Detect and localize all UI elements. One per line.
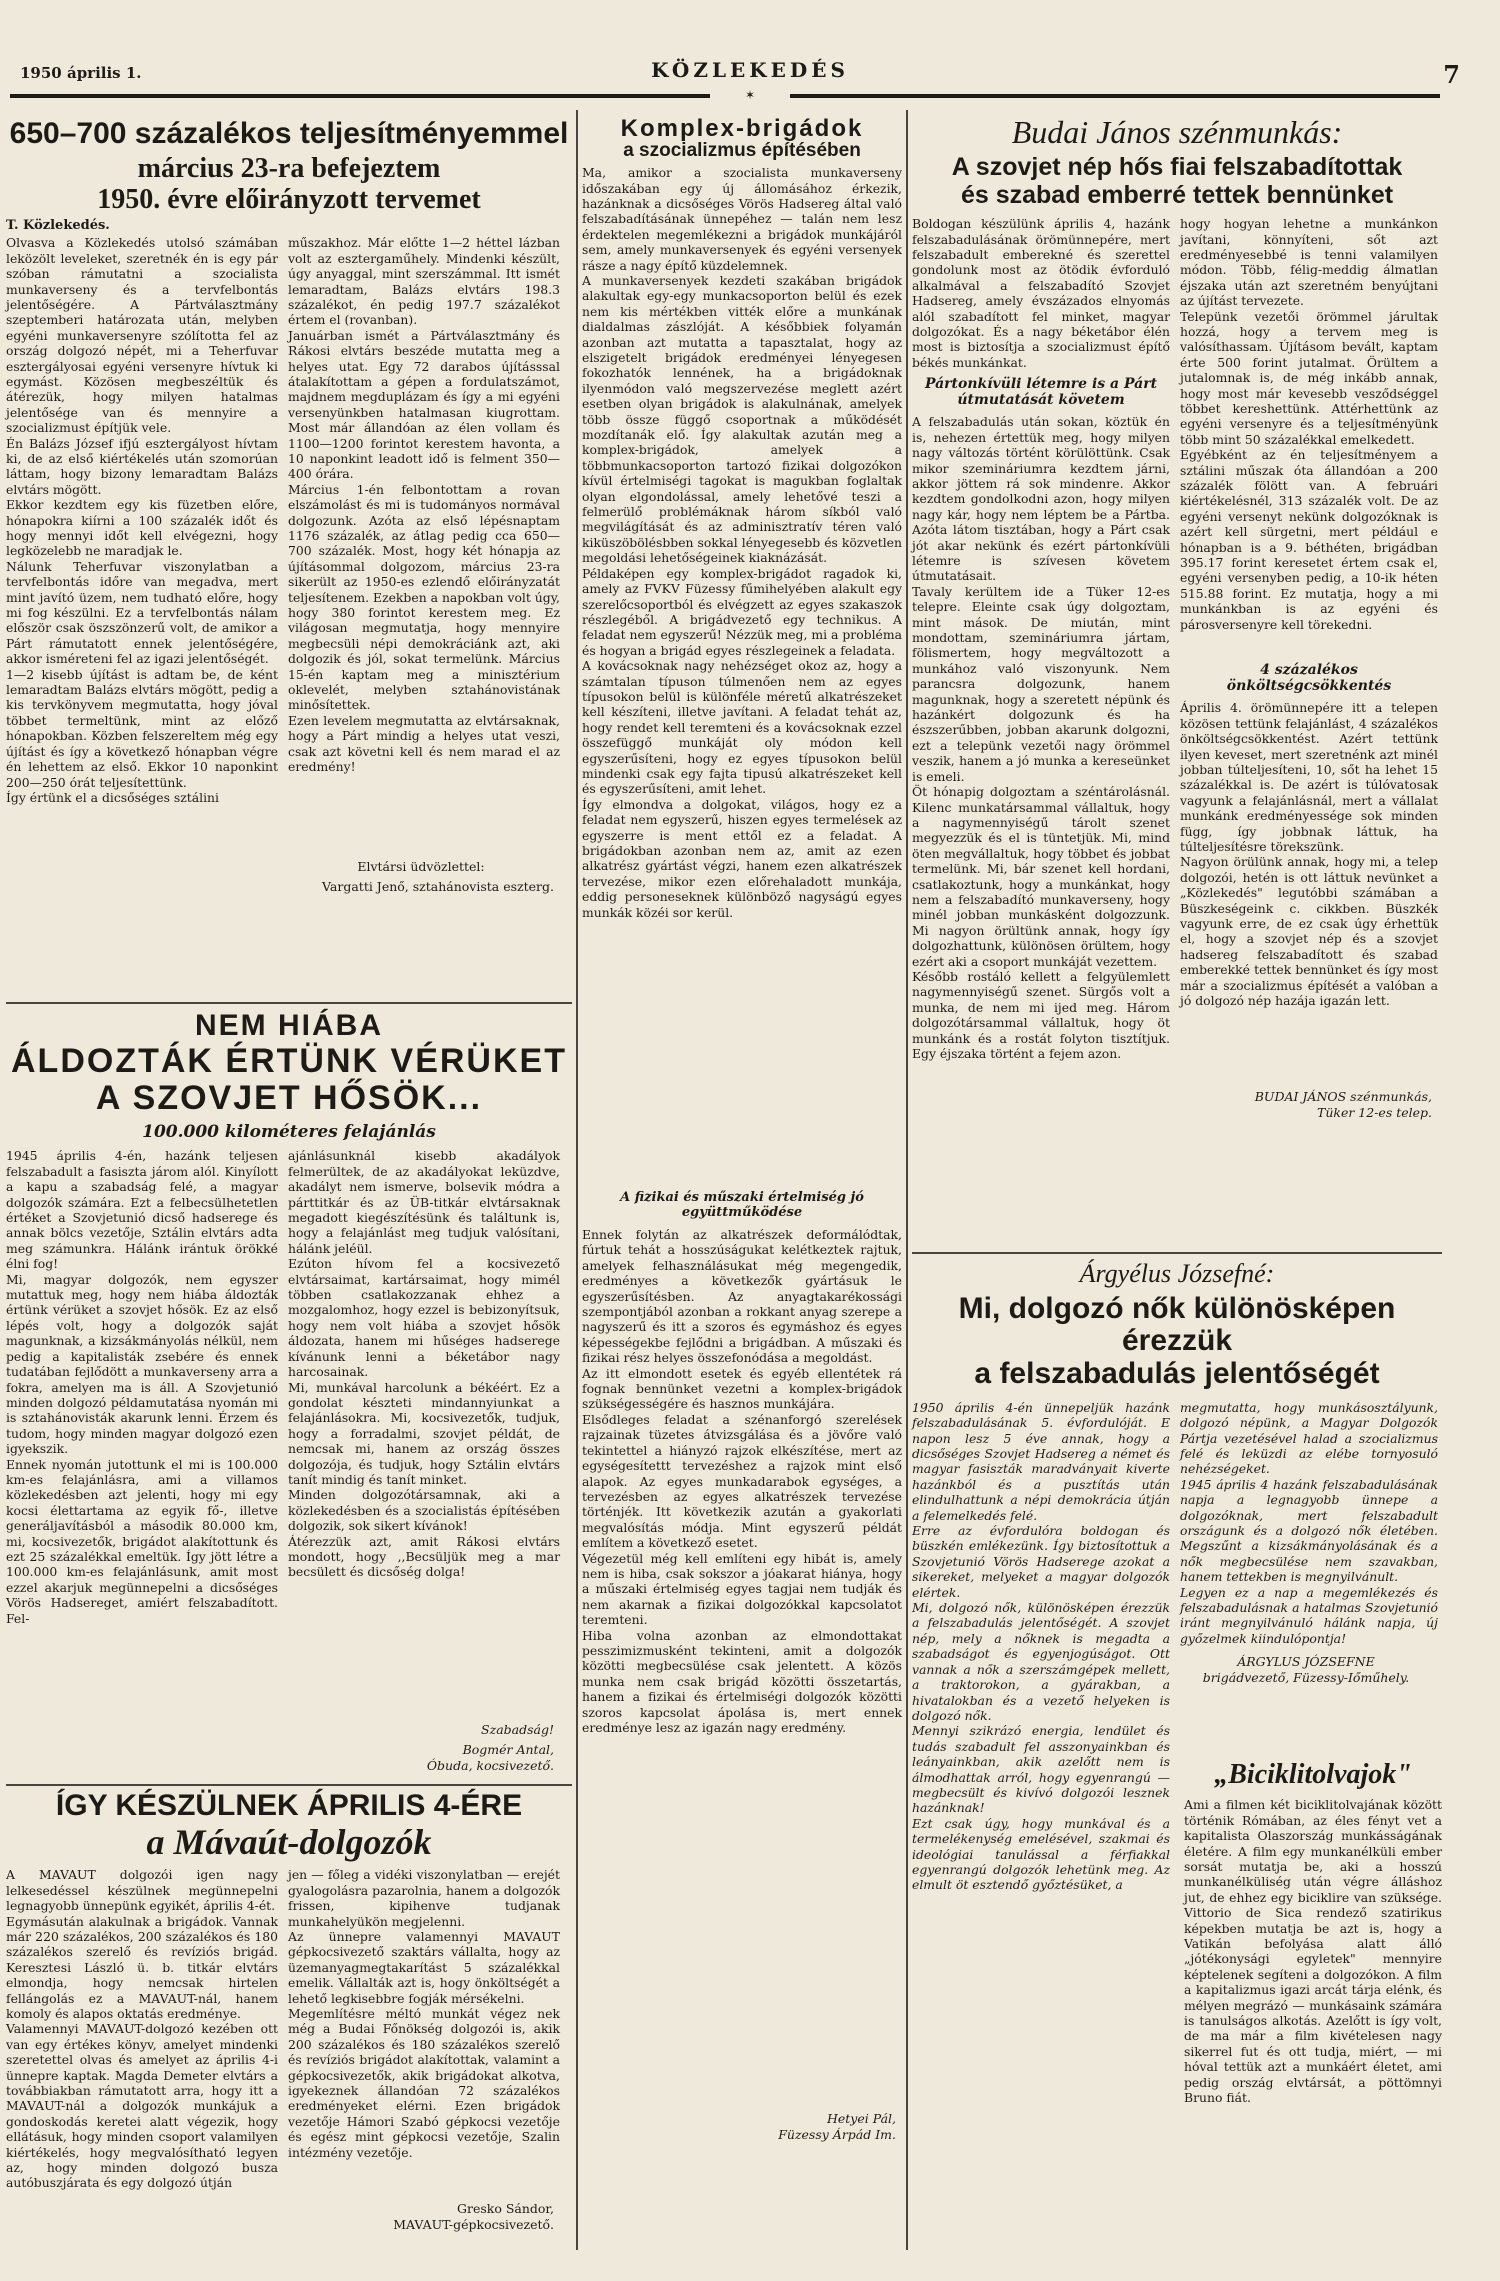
article6-kicker: Árgyélus Józsefné: bbox=[1079, 1259, 1275, 1288]
article4-signature: Hetyei Pál, Füzessy Árpád Im. bbox=[778, 2111, 896, 2142]
article5-column-1b: A felszabadulás után sokan, köztük én is, nehezen értettük meg, hogy milyen nagy változás történt körülöttünk. Csak mikor szemináriumra kezdtem járni, akkor jöttem rá sok mindenre. Akkor kezdtem gondolkodni azon, hogy milyen nagy kár, hogy nem léptem be a Pártba. Azóta látom tisztában, hogy a Párt csak jót akar nekünk és ezért pártonkívüli létemre is szívesen követem útmutatásait. Tavaly kerültem ide a Tüker 12-es telepre. Eleinte csak úgy dolgoztam, mint mások. De miután, mint mondottam, szemináriumra jártam, fölismertem, hogy megváltozott a munkához való viszonyunk. Nem parancsra dolgozunk, hanem magunknak, hogy a szeretett népünk és hazánkért dolgozunk és ha észszerűbben, jobban akarunk dolgozni, ezt a telepünk vezetői nagy örömmel veszik, hanem a jó munka a kereseünket is emeli. Öt hónapig dolgoztam a széntárolásnál. Kilenc munkatársammal vállaltuk, hogy a nagymennyiségű tárolt szenet megyezzük és el is tüntetjük. Mi, mind öten megvállaltuk, hogy többet és jobbat termelünk. Mi, bár szenet kell hordani, csatlakoztunk, hogy a munkánkat, hogy nem a felszabadító munkaverseny, hogy minél jobban munkásként dolgozzunk. Mi nagyon örültünk annak, hogy így dolgozhattunk, különösen örültem, hogy ezért aki a csoport munkáját vezettem. Később rostáló kellett a felgyülemlett nagymennyiségű szenet. Sürgős volt a munka, de nem mi ijed meg. Három dolgozótársammal vállaltuk, hogy öt munkánk és a rostát folyton tisztítjuk. Egy éjszaka történt a fejem azon. bbox=[912, 414, 1170, 1061]
article5-signature: BUDAI JÁNOS szénmunkás, Tüker 12-es telep. bbox=[1254, 1089, 1432, 1121]
article2-subtitle: 100.000 kilométeres felajánlás bbox=[142, 1121, 436, 1142]
article-complex-brigades bbox=[582, 116, 902, 2246]
article-bicycle-thieves bbox=[1184, 1759, 1446, 2246]
article5-subhead-2: 4 százalékos önköltségcsökkentés bbox=[1226, 662, 1392, 695]
article2-headline-1: NEM HIÁBA bbox=[195, 1009, 383, 1042]
article5-headline-1: A szovjet nép hős fiai felszabadítottak bbox=[951, 152, 1403, 181]
article3-headline-1: ÍGY KÉSZÜLNEK ÁPRILIS 4-ÉRE bbox=[55, 1789, 523, 1822]
article2-closing: Szabadság! bbox=[481, 1722, 554, 1738]
issue-date: 1950 április 1. bbox=[20, 64, 142, 82]
article-record-performance bbox=[6, 118, 572, 998]
article5-column-2: hogy hogyan lehetne a munkánkon javítani, könnyíteni, sőt azt eredményesebbé is tenni valamilyen módon. Több, félig-meddig álmatlan éjszaka után azt szeretném benyújtani az újítást tervezete. Telepünk vezetői örömmel járultak hozzá, hogy a tervem meg is valósíthassam. Újításom bevált, kaptam érte 500 forint jutalmat. Örültem a jutalomnak is, de még inkább annak, hogy most már kevesebb vesződséggel többet kereshettünk. Attérhettünk az egyéni versenyre és a teljesítményünk több mint 50 százalékkal emelkedett. Egyébként az én teljesítményem a sztálini műszak óta állandóan a 200 százalék fölött van. A februári kiértékelésnél, 313 százalék volt. De az egyéni versenyt nekünk dolgozóknak is azért kell sürgetni, mert például e hónapban is a 9. béthéten, brigádban 395.17 forint keresetet értem csak el, egyéni versenyben pedig, a 10-ik héten 515.88 forint. Ez mutatja, hogy a mi munkánkban is az egyéni és párosversenyre kell törekedni. bbox=[1180, 216, 1438, 632]
article7-headline: „Biciklitolvajok" bbox=[1214, 1759, 1412, 1790]
article1-greeting: Elvtársi üdvözlettel: bbox=[357, 859, 485, 875]
article5-headline-2: és szabad emberré tettek bennünket bbox=[960, 180, 1394, 209]
article-soviet-heroes bbox=[6, 1010, 572, 1780]
article2-signature: Bogmér Antal, Óbuda, kocsivezető. bbox=[426, 1742, 554, 1774]
article5-column-1: Boldogan készülünk április 4, hazánk felszabadulásának örömünnepére, mert felszabadult emberekné és szerettel gondolunk most az ötödik évforduló alkalmával a felszabadító Szovjet Hadsereg, amely évszázados elnyomás alól szabadított fel minket, magyar dolgozókat. És a nagy béketábor élén most is biztosítja a szocializmust építő békés munkánkat. bbox=[912, 216, 1174, 370]
emblem-icon: ✶ bbox=[710, 88, 790, 102]
article1-byline: T. Közlekedés. bbox=[6, 218, 110, 234]
article6-signature: ÁRGYLUS JÓZSEFNE brigádvezető, Füzessy-Iőműhely. bbox=[1202, 1653, 1410, 1685]
article2-headline-3: A SZOVJET HŐSÖK... bbox=[95, 1079, 483, 1118]
page-number: 7 bbox=[1443, 60, 1460, 89]
article2-column-2: ajánlásunknál kisebb akadályok felmerültek, de az akadályokat leküzdve, akadályt nem ismerve, bolsevik módra a párttitkár és az ÜB-titkár elvtársaknak megadott kiegészítésünk és találtunk is, hogy a felajánlást meg tudjuk valósítani, hálánk jeléül. Ezúton hívom fel a kocsivezető elvtársaimat, kartársaimat, hogy mimél többen csatlakozzanak ehhez a mozgalomhoz, hogy ezzel is bebizonyítsuk, hogy nem volt hiába a szovjet hősök áldozata, hanem mi hűséges hadserege kívánunk lenni a béketábor nagy harcosainak. Mi, munkával harcolunk a békéért. Ez a gondolat készteti mindannyiunkat a felajánlásokra. Mi, kocsivezetők, tudjuk, hogy a forradalmi, szovjet példát, de nemcsak mi, hanem az ország összes dolgozója, és tudjuk, hogy Sztálin elvtárs tanít mindig és tanít minket. Minden dolgozótársamnak, aki a közlekedésben és a szocialistás építésében dolgozik, sok sikert kívánok! Átérezzük azt, amit Rákosi elvtárs mondott, hogy ,,Becsüljük meg a mar becsülett és dicsőség dolga! bbox=[288, 1148, 560, 1580]
article5-subhead-1: Pártonkívüli létemre is a Párt útmutatását követem bbox=[924, 376, 1158, 409]
article6-headline-2: a felszabadulás jelentőségét bbox=[974, 1357, 1380, 1391]
section-rule bbox=[912, 1252, 1442, 1254]
article1-headline-2: március 23-ra befejeztem bbox=[137, 152, 441, 184]
column-divider bbox=[576, 110, 578, 2250]
masthead bbox=[0, 36, 1500, 106]
article2-column-1: 1945 április 4-én, hazánk teljesen felszabadult a fasiszta járom alól. Kinyílott a kapu a szabadság felé, a magyar dolgozók számára. Ezt a felbecsülhetetlen értéket a Szovjetunió dicső hadserege és annak bölcs vezetője, Sztálin elvtárs adta meg számunkra. Hálánk irántuk örökké élni fog! Mi, magyar dolgozók, nem egyszer mutattuk meg, hogy nem hiába áldozták értünk vérüket a szovjet hősök. Ez az első lépés volt, hogy a dolgozók saját magunknak, a kizsákmányolás nélkül, nem pedig a kapitalisták zsebére és ennek tudatában fejlődött a munkaverseny arra a fokra, amelyen ma is áll. A Szovjetunió minden dolgozó példamutatása nyomán mi is sztahánovisták akarunk lenni. Érzem és tudom, hogy minden magyar dolgozó ezen igyekszik. Ennek nyomán jutottunk el mi is 100.000 km-es felajánlásra, ami a villamos közlekedésben azt jelenti, hogy mi egy kocsi élettartama az egyik fő-, illetve generáljavításból a második 80.000 km, mi, kocsivezetők, brigádot alakítottunk és ezt 25 százalékkal emeltük. Így jött létre a 100.000 km-es felajánlásunk, amit most ezzel akarjuk megünnepelni a dicsőséges Vörös Hadsereget, amiért felszabadított. Fel- bbox=[6, 1148, 278, 1626]
article5-column-2b: Április 4. örömünnepére itt a telepen közösen tettünk felajánlást, 4 százalékos önköltségcsökkentést. Azért tettünk ilyen keveset, mert szeretnénk azt minél jobban túlteljesíteni, 10, sőt ha lehet 15 százalékkal is. De azért is túlóvatosak vagyunk a felajánlásnál, mert a vállalat munkánk eredményessége sok minden függ, így jobbnak láttuk, ha túlteljesítésre törekszünk. Nagyon örülünk annak, hogy mi, a telep dolgozói, hetén is ott láttuk nevünket a „Közlekedés" legutóbbi számában a Büszkeségeink c. cikkben. Büszkék vagyunk erre, de ez csak úgy érhettük el, hogy a szovjet nép és a szovjet hadsereg felszabadított és szabad emberekké tettek bennünket és így most már a szocializmus építését a valóban a jó dolgozó nép hazája igazán lett. bbox=[1180, 700, 1438, 1008]
article6-column-2: megmutatta, hogy munkásosztályunk, dolgozó népünk, a Magyar Dolgozók Pártja vezetésével halad a szocializmus felé és leküzdi az elébe tornyosuló nehézségeket. 1945 április 4 hazánk felszabadulásának napja a legnagyobb ünnepe a dolgozóknak, mert felszabadult országunk és a dolgozó nők életében. Megszűnt a kizsákmányolásának és a nők megbecsülése nem szavakban, hanem tettekben is megnyilvánult. Legyen ez a nap a megemlékezés és felszabadulásnak a hatalmas Szovjetunió iránt megnyilvánuló hálánk napja, új győzelmek kiindulópontja! bbox=[1180, 1399, 1438, 1646]
section-rule bbox=[6, 1002, 572, 1004]
newspaper-title: KÖZLEKEDÉS bbox=[651, 58, 849, 82]
article3-column-2: jen — főleg a vidéki viszonylatban — erejét gyalogolásra pazarolnia, hanem a dolgozók frissen, kipihenve tudjanak munkahelyükön megjelenni. Az ünnepre valamennyi MAVAUT gépkocsivezető szaktárs vállalta, hogy az üzemanyagmegtakarítást 5 százalékkal emelik. Vállalták azt is, hogy önköltségét a lehető legkisebbre fogják mérsékelni. Megemlítésre méltó munkát végez nek még a Budai Főnökség dolgozói is, akik 200 százalékos és 180 százalékos szerelő és revíziós brigádot alakítottak, valamint a gépkocsivezetők, akik brigádokat alkotva, igyekeznek állandóan 72 százalékos eredményeket elérni. Ezen brigádok vezetője Hámori Szabó gépkocsi vezetője és egész mint gépkocsi vezetője, Szalin intézmény vezetője. bbox=[288, 1867, 560, 2160]
article3-column-1: A MAVAUT dolgozói igen nagy lelkesedéssel készülnek megünnepelni legnagyobb ünnepünk egyikét, április 4-ét. Egymásután alakulnak a brigádok. Vannak már 220 százalékos, 200 százalékos és 180 százalékos szerelő és revíziós brigád. Keresztesi László ü. b. titkár elvtárs elmondja, hogy nemcsak hirtelen fellángolás ez a MAVAUT-nál, hanem komoly és alapos oktatás eredménye. Valamennyi MAVAUT-dolgozó kezében ott van egy értékes könyv, amelyet mindenki szeretettel olvas és amelyet az április 4-i ünnepre kaptak. Magda Demeter elvtárs a továbbiakban rámutatott arra, hogy itt a MAVAUT-nál a dolgozók munkájuk a gondoskodás keretei alatt végezik, hogy ellátásuk, hogy minden csoport valamilyen kiértékelés, hogy megvalósítható legyen az, hogy minden dolgozó busza autóbuszjárata és egy dolgozó útján bbox=[6, 1867, 278, 2191]
article1-headline-3: 1950. évre előirányzott tervemet bbox=[97, 183, 481, 215]
article6-headline-1: Mi, dolgozó nők különösképen érezzük bbox=[958, 1292, 1396, 1357]
article4-headline-2: a szocializmus építésében bbox=[623, 140, 861, 162]
article3-signature: Gresko Sándor, MAVAUT-gépkocsivezető. bbox=[393, 2201, 554, 2233]
section-rule bbox=[6, 1784, 572, 1786]
article1-signature: Vargatti Jenő, sztahánovista eszterg. bbox=[322, 879, 554, 895]
article1-column-2: műszakhoz. Már előtte 1—2 héttel lázban volt az esztergaműhely. Mindenki készült, úgy anyaggal, mint szerszámmal. Itt ismét lemaradtam, Balázs elvtárs 198.3 százalékot, én pedig 197.7 százalékot értem el (rovanban). Januárban ismét a Pártválasztmány és Rákosi elvtárs beszéde mutatta meg a helyes utat. Egy 72 darabos újításssal átalakítottam a gépen a fordulatszámot, majdnem megduplázam és így a mi egyéni versenyünkben hatalmasan kiugrottam. Most már állandóan az élen vollam és 1100—1200 forintot kerestem havonta, a 10 naponkint leadott idő is felment 350—400 órára. Március 1-én felbontottam a rovan elszámolást és mi is tudományos normával dolgozunk. Azóta az első lépésnaptam 1176 százalék, az átlag pedig cca 650—700 százalék. Most, hogy két hónapja az újításommal dolgozom, március 23-ra sikerült az 1950-es ezlendő előirányzatát teljesítenem. Ezekben a napokban volt úgy, hogy 380 forintot kerestem meg. Ez világosan megmutatja, hogy mennyire megbecsüli népi demokráciánk azt, aki dolgozik és jól, sokat termelünk. Március 15-én kaptam meg a minisztérium oklevelét, melyben sztahánovistának minősítettek. Ezen levelem megmutatta az elvtársaknak, hogy a Párt mindig a helyes utat veszi, csak azt követni kell és nem marad el az eredmény! bbox=[288, 235, 560, 775]
column-divider bbox=[906, 110, 908, 2250]
article6-column-1: 1950 április 4-én ünnepeljük hazánk felszabadulásának 5. évfordulóját. E napon lesz 5 éve annak, hogy a dicsőséges Szovjet Hadsereg a német és magyar fasiszták maradványait kiverte hazánkból és a pusztítás után elindulhattunk a népi demokrácia útján a felemelkedés felé. Erre az évfordulóra boldogan és büszkén emlékezünk. Így biztosítottuk a Szovjetunió Vörös Hadserege azokat a sikereket, melyeket a magyar dolgozók elértek. Mi, dolgozó nők, különösképen érezzük a felszabadulás jelentőségét. A szovjet nép, mely a nőknek is megadta a szabadságot és egyenjogúságot. Ott vannak a nők a szerszámgépek mellett, a traktorokon, a gyárakban, a hivatalokban és a vezető helyeken is dolgozó nők. Mennyi szikrázó energia, lendület és tudás szabadult fel asszonyainkban és leányainkban, akik azelőtt nem is álmodhattak arról, hogy egyenrangú — megbecsült és kivívó dolgozói lesznek hazánknak! Ezt csak úgy, hogy munkával és a termelékenység emelésével, szakmai és ideológiai tanulással a férfiakkal egyenrangú dolgozók lehetünk meg. Az elmult öt esztendő győztésüket, a bbox=[912, 1399, 1170, 1893]
article4-headline-1: Komplex-brigádok bbox=[620, 115, 864, 142]
article4-subhead: A fizikai és műszaki értelmiség jó együttműködése bbox=[620, 1190, 864, 1221]
article-mavaut-workers bbox=[6, 1790, 572, 2250]
article3-headline-2: a Mávaút-dolgozók bbox=[146, 1821, 432, 1862]
article4-body-1: Ma, amikor a szocialista munkaverseny időszakában egy új állomásához érkezik, hazánknak a dicsőséges Vörös Hadsereg által való felszabadításának ünnepéhez — talán nem lesz érdektelen megemlékezni a brigádok munkájáról sem, amely munkaversenyek és egyéni versenyek rásze a nagy építő küzdelemnek. A munkaversenyek kezdeti szakában brigádok alakultak egy-egy munkacsoporton belül és ezek nem kis mértékben vitték előre a munkának dialdalmas zászlóját. A későbbiek folyamán azonban azt mutatta a tapasztalat, hogy az elszigetelt brigádok eredményei lényegesen fokozhatók lennének, ha a brigádoknak ilyenmódon való megszervezése meglett azért esetben olyan brigádok is alakulnának, amelyek több össze függő csoportnak a működését mozdítanák elő. Így alakultak azután meg a komplex-brigádok, amelyek a többmunkacsoporton tartozó fizikai dolgozókon kívül értelmiségi tagokat is magukban foglaltak olyan elgondolással, amely lehetővé teszi a felmerülő problémáknak három síkból való megvilágítását és az adminisztratív téren való kiküszöbölésbben sokkal lényegesebb és közvetlen megoldási lehetőségeinek kiaknázását. Példaképen egy komplex-brigádot ragadok ki, amely az FVKV Füzessy fűmihelyében alakult egy szerelőcsoportból és elvégzett az egyes szakaszok részlegéből. A brigádvezető egy technikus. A feladat nem egyszerű! Nézzük meg, mi a probléma és hogyan a brigád egyes részlegeinek a feladata. A kovácsoknak nagy nehézséget okoz az, hogy a számtalan típuson túlmenően nem az egyes típusokon belül is különféle méretű alkatrészeket kell készíteni, illetve javítani. A feladat tehát az, hogy rendet kell teremteni és a kovácsoknak ezzel összefüggő munkáját oly módon kell egyszerűsíteni, hogy ez egyes típusokon belül mindenki csak egy fajta tipusú alkatrészeket kell és egyszerűsíteni, amit lehet. Így elmondva a dolgokat, világos, hogy ez a feladat nem egyszerű, hiszen egyes termelések az egyszerre is ment ettől ez a feladat. A brigádokban azonban nem az, amit az ezen alkatrész gyártást végzi, hanem ezen alkatrészek tervezése, mikor ezen előrehaladott munkája, eddig personeseknek különböző nagyságú egyes munkák közéi sor kerül. bbox=[582, 165, 903, 920]
article2-headline-2: ÁLDOZTÁK ÉRTÜNK VÉRÜKET bbox=[11, 1041, 567, 1080]
article1-column-1: Olvasva a Közlekedés utolsó számában leközölt leveleket, szeretnék én is egy pár szóban rámutatni a szocialista munkaverseny és a tervfelbontás jelentőségére. A Pártválasztmány szeptemberi határozata után, melyben egyéni munkaversenyre szólította fel az ország dolgozó népét, mi a Teherfuvar esztergályosai egyéni versenyre hívtuk ki egymást. Közösen megbeszéltük és átérezük, hogy milyen hatalmas jelentősége van és mennyire a szocializmust építjük vele. Én Balázs József ifjú esztergályost hívtam ki, de az első kiértékelés után szomorúan láttam, hogy bizony lemaradtam Balázs elvtárs mögött. Ekkor kezdtem egy kis füzetben előre, hónapokra kiírni a 100 százalék időt és hogy mennyi időt kell elvégezni, hogy legközelebb ne maradjak le. Nálunk Teherfuvar viszonylatban a tervfelbontás időre van megadva, mert mint javító üzem, nem tudható előre, hogy mi fog készülni. Ez a tervfelbontás nálam először csak öszszönzerű volt, de amikor a Párt rámutatott ennek jelentőségére, akkor isméreteni fel az igazi jelentőségét. 1—2 kisebb újítást is adtam be, de ként lemaradtam Balázs elvtárs mögött, pedig a kis tervkönyvem megmutatta, hogy jóval többet termeltünk, mint az előző hónapokban. Közben felszereltem még egy újítást és így a következő hónapban végre én lehettem az első. Ekkor 10 naponkint 200—250 órát teljesítettünk. Így értünk el a dicsőséges sztálini bbox=[6, 235, 278, 805]
article7-body: Ami a filmen két biciklitolvajának között történik Rómában, az éles fényt vet a kapitalista Olaszország munkásságának életére. A film egy munkanélküli ember sorsát mutatja be, aki a hosszú munkanélküliség után végre álláshoz jut, de ehhez egy biciklire van szüksége. Vittorio de Sica rendező szatirikus képekben mutatja be azt is, hogy a Vatikán befolyása alatt álló „jótékonysági egyletek" mennyire képtelenek segíteni a dolgozókon. A film a kapitalizmus igazi arcát tárja elénk, és mélyen megrázó — munkásaink számára is tanulságos alkotás. Azelőtt is így volt, de ma már a film kivételesen nagy sikerrel fut és ott tudja, miért, — mi hóval tettük azt a munkáért életet, ami pedig ország elvtársát, a pöttömnyi Bruno fiát. bbox=[1184, 1797, 1446, 2106]
article5-kicker: Budai János szénmunkás: bbox=[1011, 114, 1343, 150]
article-budai-janos bbox=[912, 116, 1442, 1246]
article1-headline-1: 650–700 százalékos teljesítményemmel bbox=[9, 117, 569, 150]
article4-body-2: Ennek folytán az alkatrészek deformálódtak, fúrtuk tehát a hosszúságukat kelétkeztek rajtuk, amelyek felhasználásukat még megengedik, eredményes a következők gyártásuk le egyszerűsítésben. Az anyagtakarékossági szempontjából azonban a rokkant anyag szerepe a nagyszerű és itt a szoros és egymáshoz és egyes képességekbe fejlődni a brigádban. A műszaki és fizikai rész helyes összefonódása a megoldást. Az itt elmondott esetek és egyéb ellentétek rá fognak bennünket vezetni a komplex-brigádok szükségességére és hasznos munkájára. Elsődleges feladat a szénanforgó szerelések rajzainak tüzetes átvizsgálása és a jövőre való tekintettel a hiányzó rajzok elkészítése, mert az egységesítettt tervezéshez a rajzok mint első alapok. Az egyes munkadarabok egységes, a tervezésben az egyes alkatrészek tervezése történjék. Itt következik azután a gyakorlati megvalósítás módja. Mint egyszerű példát említem a következő esetet. Végezetül még kell említeni egy hibát is, amely nem is hiba, csak sokszor a jóakarat hiánya, hogy a műszaki értelmiség egyes tagjai nem tudják és nem akarnak a fizikai dolgozókkal kapcsolatot teremteni. Hiba volna azonban az elmondottakat pesszimizmusként tekinteni, amit a dolgozók közötti megbecsülése csak jelentett. A közös munka nem csak brigád közötti összetartás, hanem a fizikai és értelmiségi dolgozók közötti szoros kapcsolat ápolása is, mert ennek eredménye lesz az igazán nagy eredmény. bbox=[582, 1227, 902, 1735]
